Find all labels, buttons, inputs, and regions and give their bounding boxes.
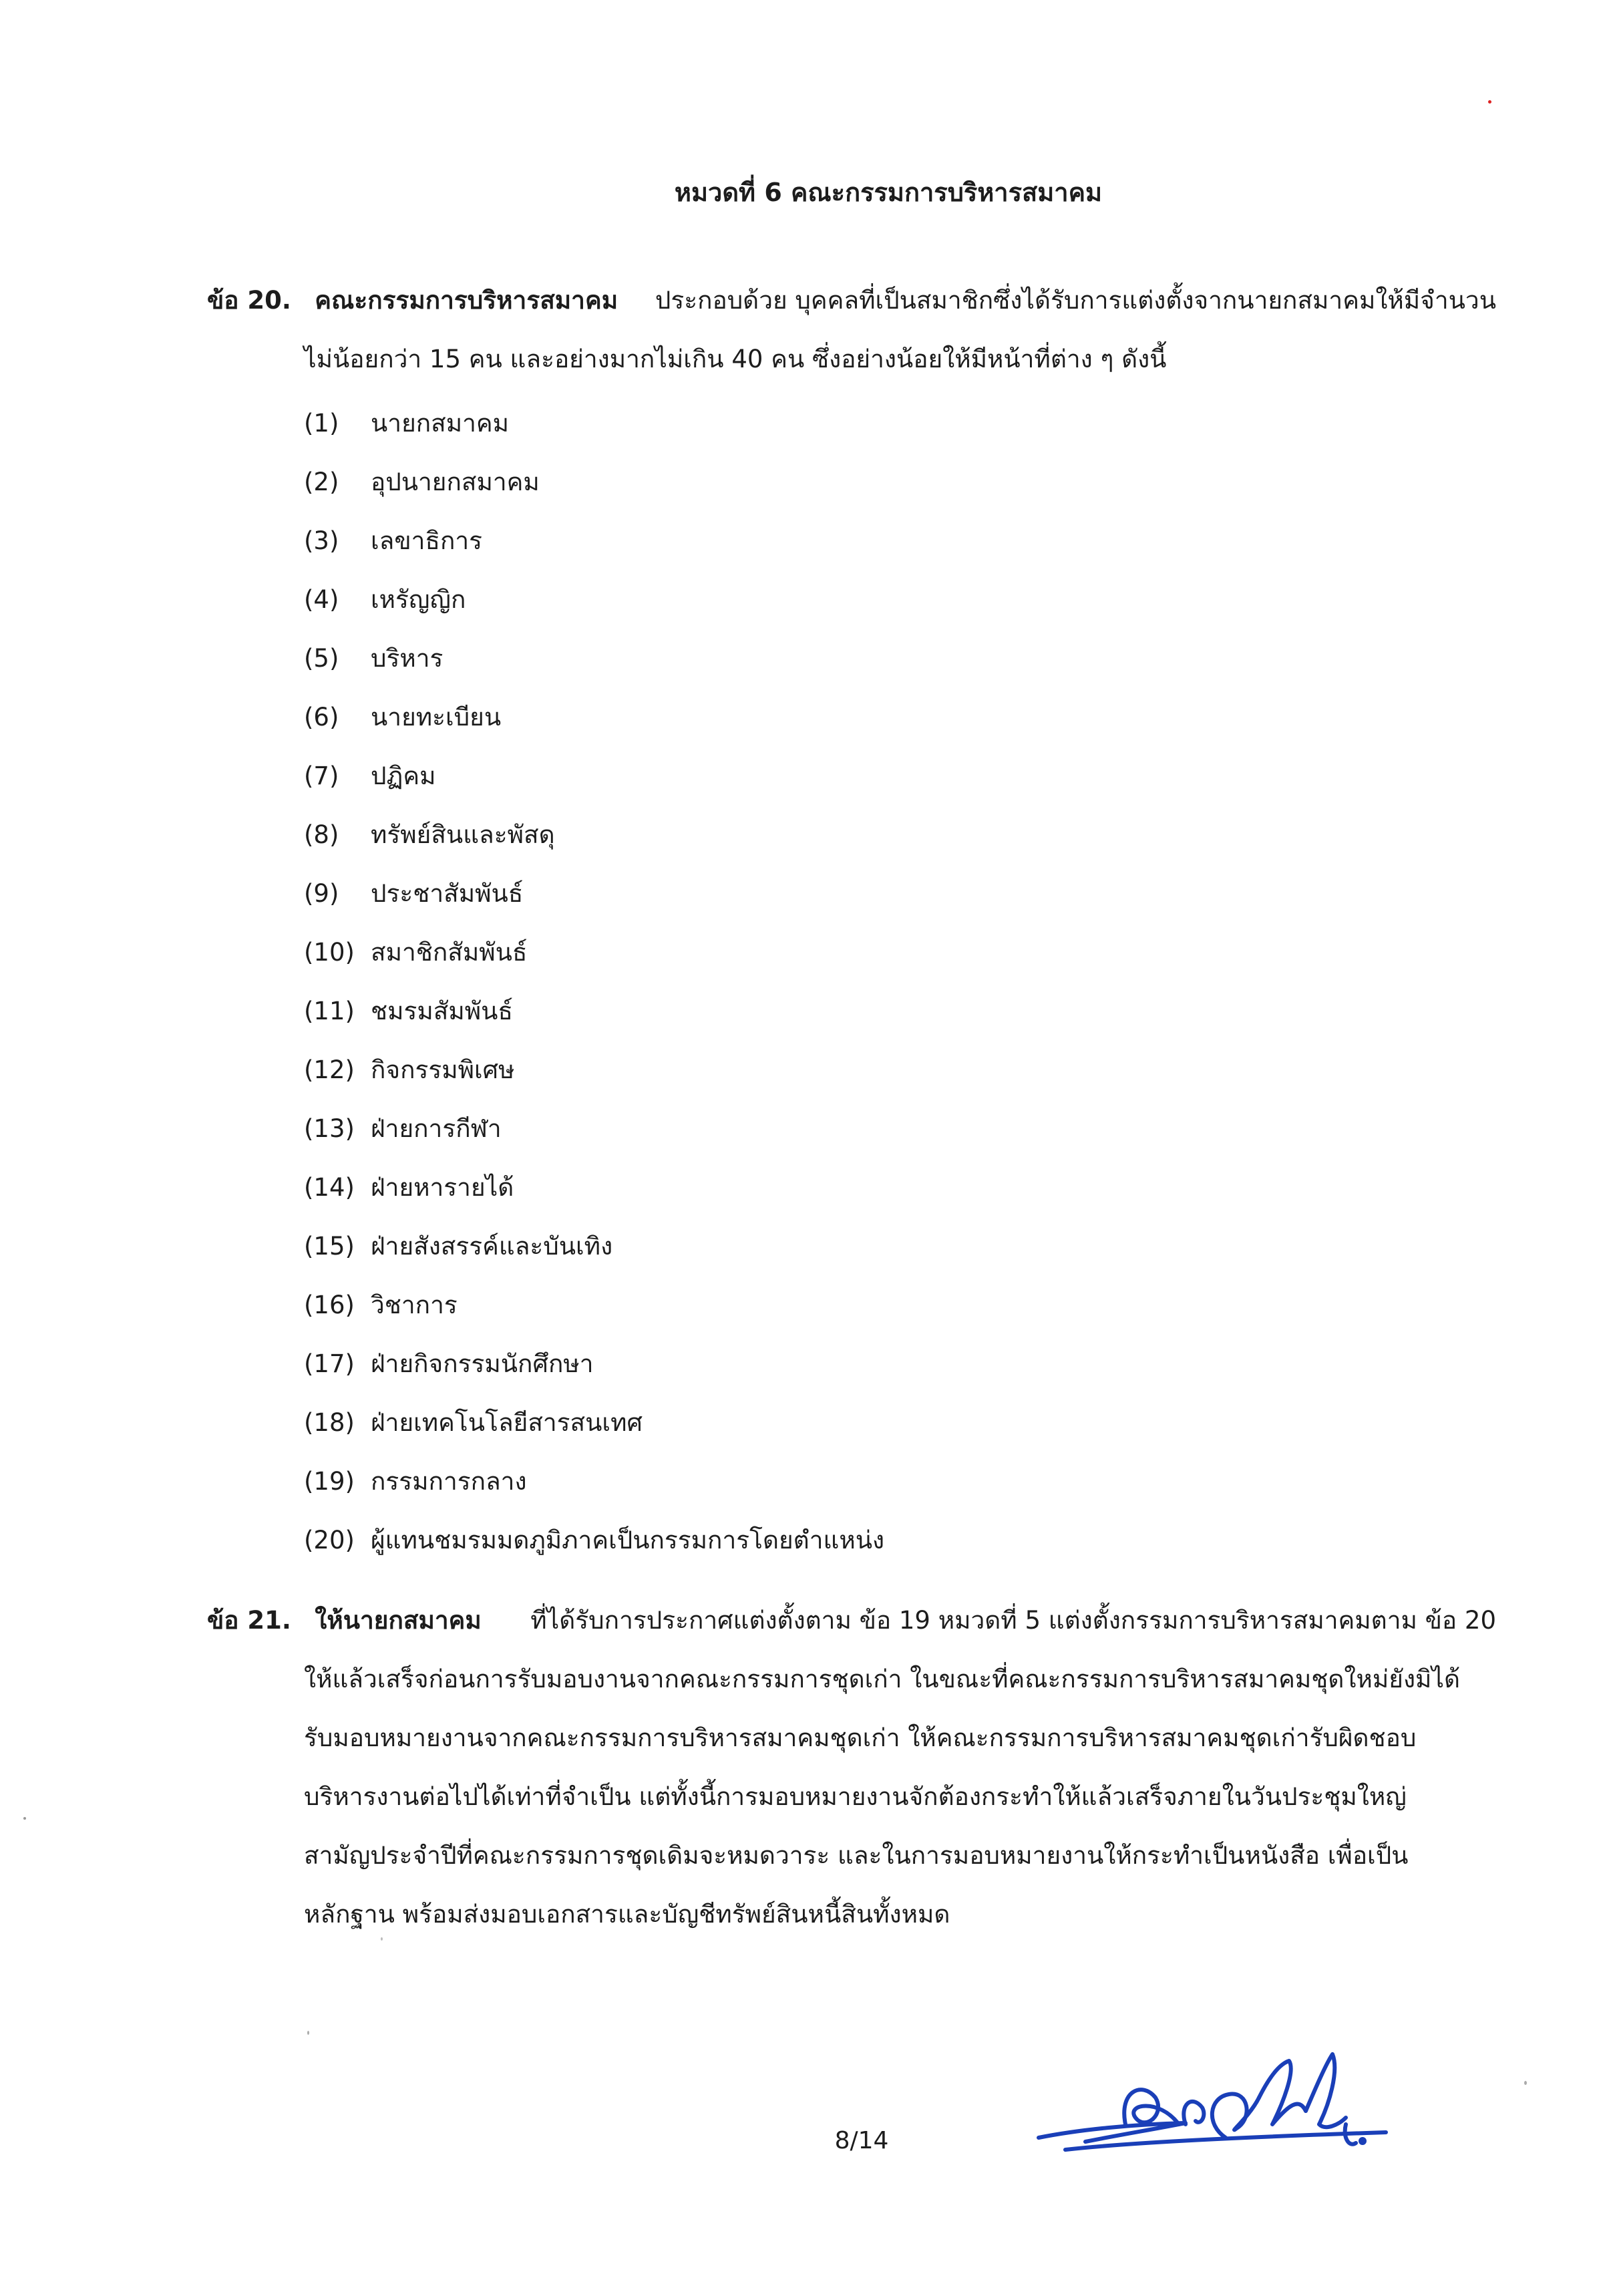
clause-21-line-2: ให้แล้วเสร็จก่อนการรับมอบงานจากคณะกรรมการชุดเก่า ในขณะที่คณะกรรมการบริหารสมาคมชุดใหม่ยังมิได้ xyxy=(304,1665,1461,1693)
scan-speck xyxy=(1524,2081,1527,2085)
clause-20-line-1-text: ประกอบด้วย บุคคลที่เป็นสมาชิกซึ่งได้รับการแต่งตั้งจากนายกสมาคมให้มีจำนวน xyxy=(655,286,1496,315)
page-number: 8/14 xyxy=(834,2127,889,2154)
list-item: (5) บริหาร xyxy=(304,644,443,673)
list-item: (11) ชมรมสัมพันธ์ xyxy=(304,997,514,1025)
list-item: (14) ฝ่ายหารายได้ xyxy=(304,1173,514,1202)
clause-20-line-1 xyxy=(207,281,1496,321)
clause-21-line-1 xyxy=(207,1601,1496,1641)
list-item: (4) เหรัญญิก xyxy=(304,585,466,614)
clause-20-number: ข้อ 20. xyxy=(207,286,291,315)
clause-21-line-3: รับมอบหมายงานจากคณะกรรมการบริหารสมาคมชุดเก่า ให้คณะกรรมการบริหารสมาคมชุดเก่ารับผิดชอบ xyxy=(304,1724,1417,1752)
clause-21-heading: ให้นายกสมาคม xyxy=(315,1606,482,1635)
list-item: (9) ประชาสัมพันธ์ xyxy=(304,879,524,908)
list-item: (16) วิชาการ xyxy=(304,1291,458,1319)
list-item: (18) ฝ่ายเทคโนโลยีสารสนเทศ xyxy=(304,1408,643,1437)
list-item: (13) ฝ่ายการกีฬา xyxy=(304,1114,502,1143)
list-item: (17) ฝ่ายกิจกรรมนักศึกษา xyxy=(304,1349,594,1378)
list-item: (15) ฝ่ายสังสรรค์และบันเทิง xyxy=(304,1232,613,1261)
chapter-title: หมวดที่ 6 คณะกรรมการบริหารสมาคม xyxy=(674,178,1103,207)
list-item: (12) กิจกรรมพิเศษ xyxy=(304,1055,515,1084)
clause-21-line-4: บริหารงานต่อไปได้เท่าที่จำเป็น แต่ทั้งนี้การมอบหมายงานจักต้องกระทำให้แล้วเสร็จภายในวันประชุมใหญ่ xyxy=(304,1782,1407,1811)
clause-21-line-1-text: ที่ได้รับการประกาศแต่งตั้งตาม ข้อ 19 หมวดที่ 5 แต่งตั้งกรรมการบริหารสมาคมตาม ข้อ 20 xyxy=(530,1606,1496,1635)
handwritten-signature xyxy=(1025,2024,1406,2171)
clause-21-line-6: หลักฐาน พร้อมส่งมอบเอกสารและบัญชีทรัพย์สินหนี้สินทั้งหมด xyxy=(304,1900,950,1929)
list-item: (3) เลขาธิการ xyxy=(304,526,483,555)
clause-21-line-5: สามัญประจำปีที่คณะกรรมการชุดเดิมจะหมดวาระ และในการมอบหมายงานให้กระทำเป็นหนังสือ เพื่อเป็น xyxy=(304,1841,1409,1870)
list-item: (10) สมาชิกสัมพันธ์ xyxy=(304,938,528,967)
list-item: (19) กรรมการกลาง xyxy=(304,1467,527,1496)
list-item: (2) อุปนายกสมาคม xyxy=(304,468,540,496)
scan-speck xyxy=(381,1937,383,1941)
clause-20-heading: คณะกรรมการบริหารสมาคม xyxy=(315,286,618,315)
list-item: (7) ปฏิคม xyxy=(304,762,436,790)
list-item: (8) ทรัพย์สินและพัสดุ xyxy=(304,820,555,849)
clause-20 xyxy=(207,281,1496,387)
list-item: (1) นายกสมาคม xyxy=(304,409,510,438)
scan-speck xyxy=(1488,100,1491,104)
scan-speck xyxy=(23,1817,26,1820)
list-item: (20) ผู้แทนชมรมมดภูมิภาคเป็นกรรมการโดยตำแหน่ง xyxy=(304,1526,885,1554)
clause-21 xyxy=(207,1601,1496,1961)
list-item: (6) นายทะเบียน xyxy=(304,703,502,731)
clause-20-line-2: ไม่น้อยกว่า 15 คน และอย่างมากไม่เกิน 40 คน ซึ่งอย่างน้อยให้มีหน้าที่ต่าง ๆ ดังนี้ xyxy=(304,345,1167,373)
scan-speck xyxy=(307,2031,309,2035)
clause-21-number: ข้อ 21. xyxy=(207,1606,291,1635)
